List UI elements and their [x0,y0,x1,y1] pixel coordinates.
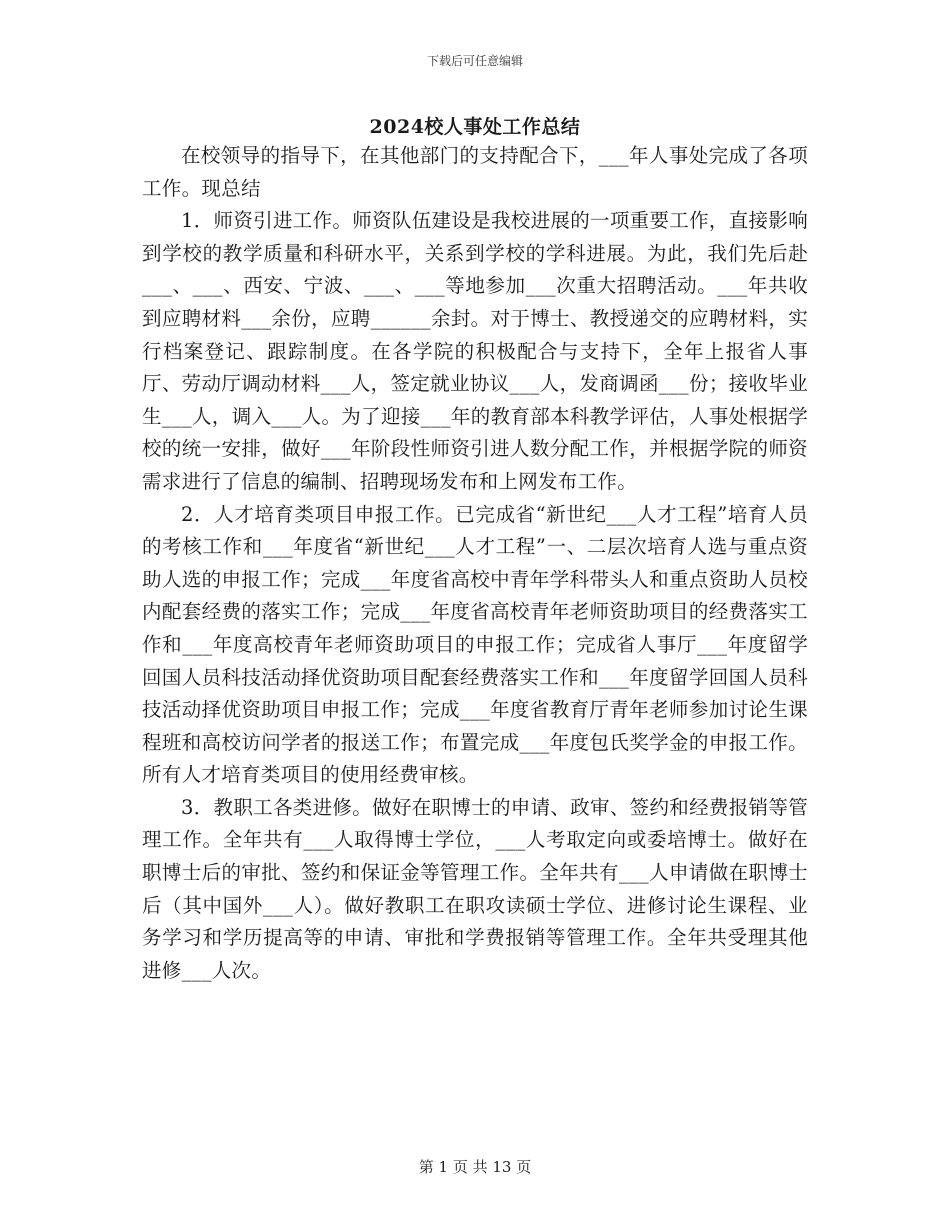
document-title: 2024校人事处工作总结 [369,116,581,138]
paragraph-staff-training: 3．教职工各类进修。做好在职博士的申请、政审、签约和经费报销等管理工作。全年共有___人取得博士学位，___人考取定向或委培博士。做好在职博士后的审批、签约和保证金等管理工作。全年共有___人申请做在职博士后（其中国外___人）。做好教职工在职攻读硕士学位、进修讨论生课程、业务学习和学历提高等的申请、审批和学费报销等管理工作。全年共受理其他进修___人次。 [142,795,808,982]
page-number: 第 1 页 共 13 页 [418,1158,532,1176]
document-body [142,140,808,987]
header-note: 下载后可任意编辑 [426,54,523,68]
paragraph-intro: 在校领导的指导下，在其他部门的支持配合下，___年人事处完成了各项工作。现总结 [142,144,808,200]
paragraph-talent-projects: 2．人才培育类项目申报工作。已完成省“新世纪___人才工程”培育人员的考核工作和___年度省“新世纪___人才工程”一、二层次培育人选与重点资助人选的申报工作；完成___年度省高校中青年学科带头人和重点资助人员校内配套经费的落实工作；完成___年度省高校青年老师资助项目的经费落实工作和___年度高校青年老师资助项目的申报工作；完成省人事厅___年度留学回国人员科技活动择优资助项目配套经费落实工作和___年度留学回国人员科技活动择优资助项目申报工作；完成___年度省教育厅青年老师参加讨论生课程班和高校访问学者的报送工作；布置完成___年度包氏奖学金的申报工作。所有人才培育类项目的使用经费审核。 [142,502,808,787]
paragraph-recruitment: 1．师资引进工作。师资队伍建设是我校进展的一项重要工作，直接影响到学校的教学质量和科研水平，关系到学校的学科进展。为此，我们先后赴___、___、西安、宁波、___、___等地参加___次重大招聘活动。___年共收到应聘材料___余份，应聘______余封。对于博士、教授递交的应聘材料，实行档案登记、跟踪制度。在各学院的积极配合与支持下，全年上报省人事厅、劳动厅调动材料___人，签定就业协议___人，发商调函___份；接收毕业生___人，调入___人。为了迎接___年的教育部本科教学评估，人事处根据学校的统一安排，做好___年阶段性师资引进人数分配工作，并根据学院的师资需求进行了信息的编制、招聘现场发布和上网发布工作。 [142,209,808,493]
